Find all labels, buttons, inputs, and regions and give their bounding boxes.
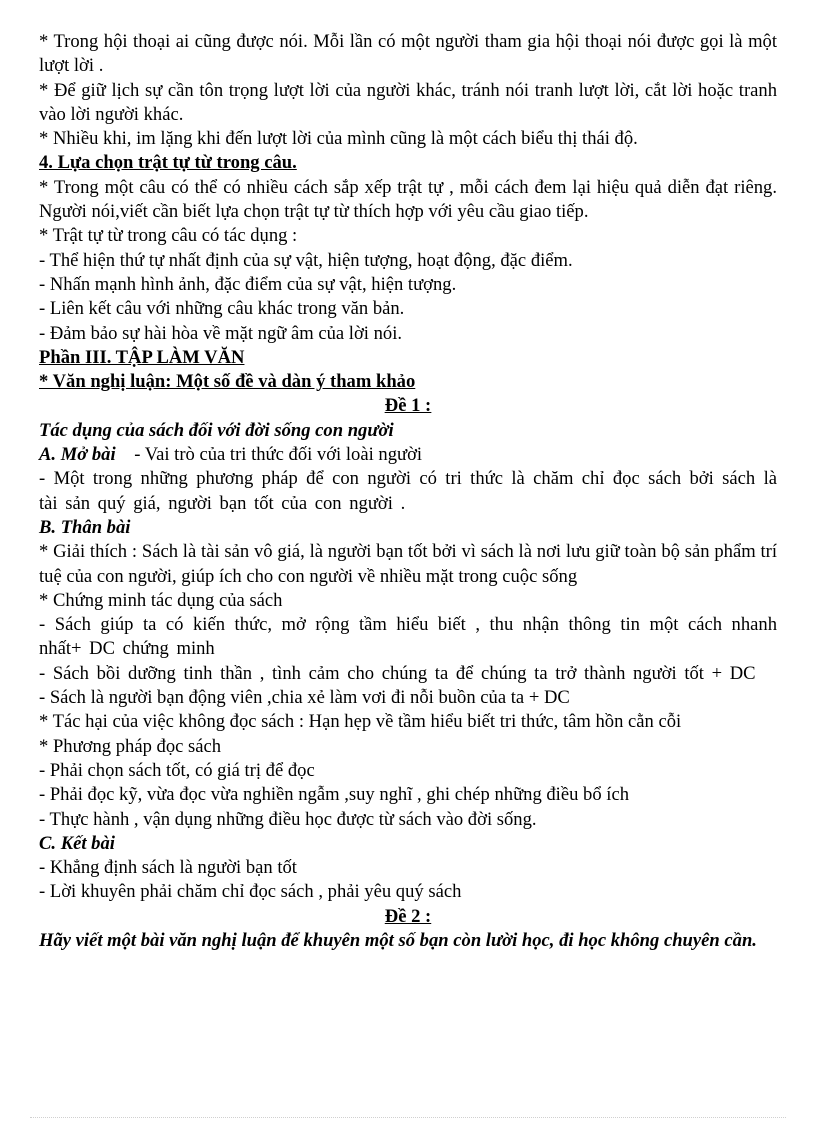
intro-label: A. Mở bài — [39, 444, 116, 466]
topic-2-title: Hãy viết một bài văn nghị luận để khuyên một số bạn còn lười học, đi học không chuyên cần. — [39, 929, 757, 951]
conclusion-label: C. Kết bài — [39, 832, 115, 854]
intro-line — [39, 443, 777, 467]
topic-1-heading — [39, 394, 777, 418]
topic-2-label: Đề 2 : — [384, 905, 432, 927]
list-item: - Sách giúp ta có kiến thức, mở rộng tầm hiểu biết , thu nhận thông tin một cách nhanh nhất+ DC chứng minh — [39, 614, 777, 660]
paragraph-method-heading: * Phương pháp đọc sách — [39, 735, 222, 757]
page-divider — [30, 1117, 786, 1118]
paragraph-word-order: * Trong một câu có thể có nhiều cách sắp xếp trật tự , mỗi cách đem lại hiệu quả diễn đạt riêng. Người nói,viết cần biết lựa chọn trật tự từ thích hợp với yêu cầu giao tiếp. — [39, 176, 777, 223]
list-item: - Sách là người bạn động viên ,chia xẻ làm vơi đi nỗi buồn của ta + DC — [39, 687, 570, 709]
paragraph-harm: * Tác hại của việc không đọc sách : Hạn hẹp về tầm hiểu biết tri thức, tâm hồn cằn cỗi — [39, 711, 682, 733]
list-item: - Phải đọc kỹ, vừa đọc vừa nghiền ngẫm ,suy nghĩ , ghi chép những điều bổ ích — [39, 784, 630, 806]
topic-1-label: Đề 1 : — [384, 395, 432, 417]
paragraph-silence: * Nhiều khi, im lặng khi đến lượt lời của mình cũng là một cách biểu thị thái độ. — [39, 128, 638, 150]
list-item: - Lời khuyên phải chăm chỉ đọc sách , phải yêu quý sách — [39, 881, 462, 903]
section-heading-word-order: 4. Lựa chọn trật tự từ trong câu. — [39, 152, 297, 174]
subsection-heading: * Văn nghị luận: Một số đề và dàn ý tham khảo — [39, 371, 416, 393]
topic-1-title: Tác dụng của sách đối với đời sống con người — [39, 419, 394, 441]
paragraph-intro: - Một trong những phương pháp để con người có tri thức là chăm chỉ đọc sách bởi sách là tài sản quý giá, người bạn tốt của con người . — [39, 468, 777, 514]
paragraph-turn-taking: * Trong hội thoại ai cũng được nói. Mỗi lần có một người tham gia hội thoại nói được gọi là một lượt lời . — [39, 31, 777, 77]
list-item: - Thực hành , vận dụng những điều học được từ sách vào đời sống. — [39, 808, 537, 830]
list-item: - Nhấn mạnh hình ảnh, đặc điểm của sự vật, hiện tượng. — [39, 273, 457, 295]
list-item: - Thể hiện thứ tự nhất định của sự vật, hiện tượng, hoạt động, đặc điểm. — [39, 249, 573, 271]
topic-2-heading — [39, 905, 777, 929]
list-item: - Sách bồi dưỡng tinh thần , tình cảm cho chúng ta để chúng ta trở thành người tốt + DC — [39, 662, 756, 684]
list-item: - Khẳng định sách là người bạn tốt — [39, 857, 297, 879]
paragraph-word-order-effects: * Trật tự từ trong câu có tác dụng : — [39, 225, 298, 247]
document-page — [39, 30, 777, 953]
intro-text: - Vai trò của tri thức đối với loài người — [134, 444, 423, 466]
part-heading: Phần III. TẬP LÀM VĂN — [39, 346, 245, 368]
list-item: - Phải chọn sách tốt, có giá trị để đọc — [39, 759, 315, 781]
paragraph-politeness: * Để giữ lịch sự cần tôn trọng lượt lời của người khác, tránh nói tranh lượt lời, cắt lời hoặc tranh vào lời người khác. — [39, 79, 777, 125]
list-item: - Liên kết câu với những câu khác trong văn bản. — [39, 298, 405, 320]
paragraph-explanation: * Giải thích : Sách là tài sản vô giá, là người bạn tốt bởi vì sách là nơi lưu giữ toàn bộ sản phẩm trí tuệ của con người, giúp ích cho con người về nhiều mặt trong cuộc sống — [39, 541, 777, 587]
list-item: - Đảm bảo sự hài hòa về mặt ngữ âm của lời nói. — [39, 322, 403, 344]
body-label: B. Thân bài — [39, 516, 131, 538]
paragraph-proof-heading: * Chứng minh tác dụng của sách — [39, 589, 283, 611]
